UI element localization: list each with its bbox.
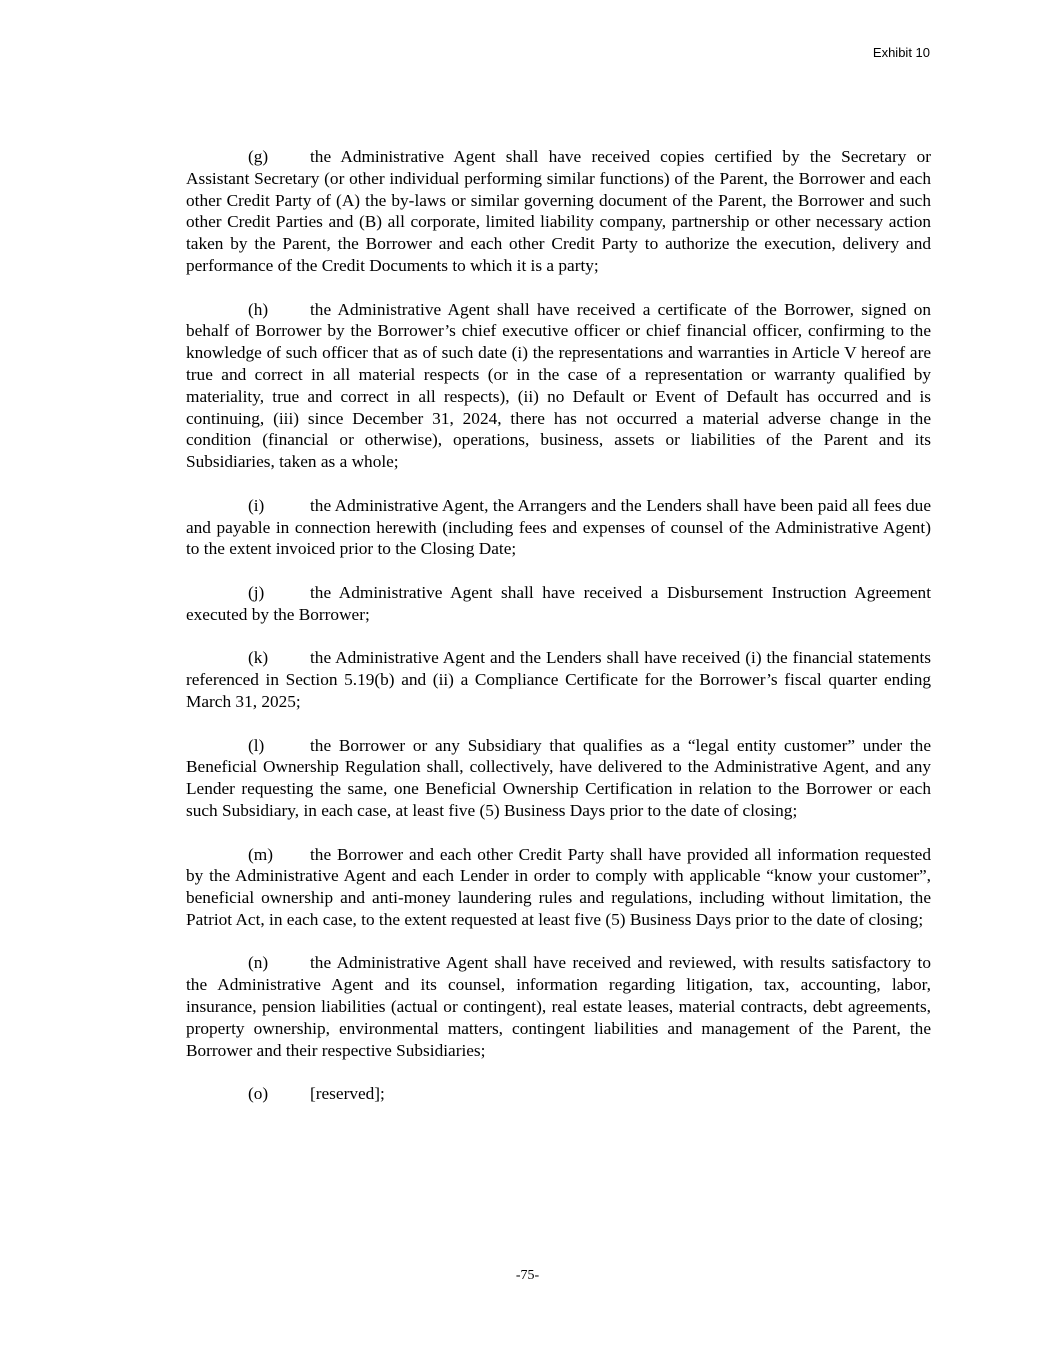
paragraph-text: [reserved]; — [310, 1084, 385, 1104]
paragraph-text: the Administrative Agent shall have received a Disbursement Instruction Agreement executed by the Borrower; — [186, 582, 931, 624]
paragraph-text: the Administrative Agent shall have received and reviewed, with results satisfactory to the Administrative Agent and its counsel, information regarding litigation, tax, accounting, labor, insurance, pension liabilities (actual or contingent), real estate leases, material contracts, debt agreements, property ownership, environmental matters, contingent liabilities and management of the Parent, the Borrower and their respective Subsidiaries; — [186, 953, 931, 1060]
paragraph-text: the Administrative Agent and the Lenders shall have received (i) the financial statements referenced in Section 5.19(b) and (ii) a Compliance Certificate for the Borrower’s fiscal quarter ending March 31, 2025; — [186, 648, 931, 711]
document-body — [186, 146, 931, 1127]
paragraph-label: (h) — [248, 299, 269, 319]
paragraph-label: (l) — [248, 735, 265, 755]
paragraph-text: the Administrative Agent, the Arrangers and the Lenders shall have been paid all fees due and payable in connection herewith (including fees and expenses of counsel of the Administrative Agent) to the extent invoiced prior to the Closing Date; — [186, 495, 931, 559]
paragraph-label: (n) — [248, 953, 269, 973]
paragraph-n — [186, 952, 931, 1061]
paragraph-o — [186, 1083, 931, 1105]
paragraph-g — [186, 146, 931, 277]
paragraph-label: (i) — [248, 495, 265, 515]
paragraph-l — [186, 735, 931, 822]
paragraph-k — [186, 647, 931, 712]
paragraph-m — [186, 844, 931, 931]
paragraph-i — [186, 495, 931, 560]
paragraph-h — [186, 299, 931, 473]
paragraph-j — [186, 582, 931, 626]
paragraph-text: the Administrative Agent shall have received copies certified by the Secretary or Assistant Secretary (or other individual performing similar functions) of the Parent, the Borrower and each other Credit Party of (A) the by-laws or similar governing document of the Parent, the Borrower and such other Credit Parties and (B) all corporate, limited liability company, partnership or other necessary action taken by the Parent, the Borrower and each other Credit Party to authorize the execution, delivery and performance of the Credit Documents to which it is a party; — [186, 147, 931, 275]
paragraph-label: (j) — [248, 582, 265, 602]
paragraph-text: the Administrative Agent shall have received a certificate of the Borrower, signed on behalf of Borrower by the Borrower’s chief executive officer or chief financial officer, confirming to the knowledge of such officer that as of such date (i) the representations and warranties in Article V hereof are true and correct in all material respects (or in the case of a representation or warranty qualified by materiality, true and correct in all respects), (ii) no Default or Event of Default has occurred and is continuing, (iii) since December 31, 2024, there has not occurred a material adverse change in the condition (financial or otherwise), operations, business, assets or liabilities of the Parent and its Subsidiaries, taken as a whole; — [186, 299, 931, 472]
paragraph-text: the Borrower or any Subsidiary that qualifies as a “legal entity customer” under the Beneficial Ownership Regulation shall, collectively, have delivered to the Administrative Agent, and any Lender requesting the same, one Beneficial Ownership Certification in relation to the Borrower or each such Subsidiary, in each case, at least five (5) Business Days prior to the date of closing; — [186, 735, 931, 820]
paragraph-label: (o) — [248, 1084, 269, 1104]
paragraph-label: (k) — [248, 648, 269, 668]
page-number: -75- — [515, 1268, 540, 1283]
paragraph-label: (m) — [248, 844, 273, 864]
exhibit-label: Exhibit 10 — [872, 45, 930, 60]
paragraph-text: the Borrower and each other Credit Party shall have provided all information requested by the Administrative Agent and each Lender in order to comply with applicable “know your customer”, beneficial ownership and anti-money laundering rules and regulations, including without limitation, the Patriot Act, in each case, to the extent requested at least five (5) Business Days prior to the date of closing; — [186, 844, 931, 929]
paragraph-label: (g) — [248, 147, 269, 166]
